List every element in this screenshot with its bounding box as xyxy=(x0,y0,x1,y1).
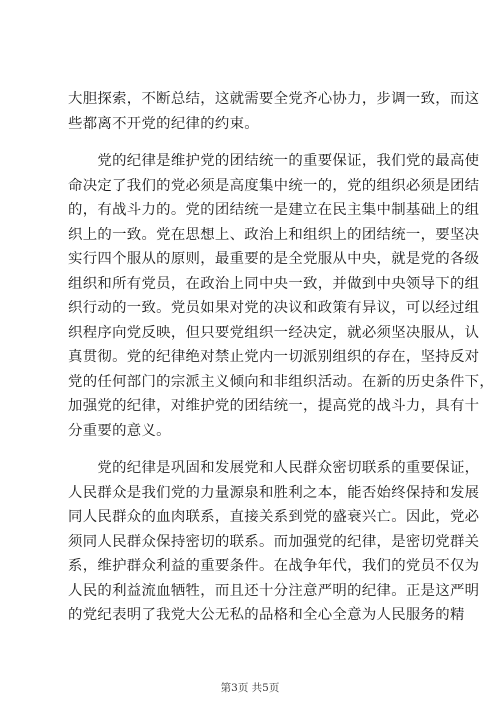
text-line: 须同人民群众保持密切的联系。而加强党的纪律，是密切党群关 xyxy=(68,533,480,550)
page-number-footer: 第3页 共5页 xyxy=(220,682,280,694)
text-line: 同人民群众的血肉联系，直接关系到党的盛衰兴亡。因此，党必 xyxy=(68,509,480,525)
text-line: 些都离不开党的纪律的约束。 xyxy=(68,115,259,132)
document-body xyxy=(68,87,495,641)
paragraph-1 xyxy=(68,87,480,136)
text-line: 党的纪律是维护党的团结统一的重要保证，我们党的最高使 xyxy=(68,153,480,169)
text-line: 党的任何部门的宗派主义倾向和非组织活动。在新的历史条件下， xyxy=(68,373,495,390)
text-line: 实行四个服从的原则，最重要的是全党服从中央，就是党的各级 xyxy=(68,251,480,267)
text-line: 织程序向党反映，但只要党组织一经决定，就必须坚决服从，认 xyxy=(68,324,480,341)
text-line: 人民群众是我们党的力量源泉和胜利之本，能否始终保持和发展 xyxy=(68,484,480,501)
text-line: 的党纪表明了我党大公无私的品格和全心全意为人民服务的精 xyxy=(68,607,465,623)
text-line: 人民的利益流血牺牲，而且还十分注意严明的纪律。正是这严明 xyxy=(68,582,480,599)
paragraph-3 xyxy=(68,456,480,628)
text-line: 织上的一致。党在思想上、政治上和组织上的团结统一，要坚决 xyxy=(68,226,480,243)
text-line: 真贯彻。党的纪律绝对禁止党内一切派别组织的存在，坚持反对 xyxy=(68,349,480,365)
text-line: 加强党的纪律，对维护党的团结统一，提高党的战斗力，具有十 xyxy=(68,398,480,414)
text-line: 系，维护群众利益的重要条件。在战争年代，我们的党员不仅为 xyxy=(68,558,480,574)
text-line: 命决定了我们的党必须是高度集中统一的，党的组织必须是团结 xyxy=(68,177,480,194)
text-line: 大胆探索，不断总结，这就需要全党齐心协力，步调一致，而这 xyxy=(68,91,480,107)
text-line: 分重要的意义。 xyxy=(68,422,171,439)
text-line: 党的纪律是巩固和发展党和人民群众密切联系的重要保证， xyxy=(68,460,480,476)
text-line: 组织和所有党员，在政治上同中央一致，并做到中央领导下的组 xyxy=(68,275,480,292)
text-line: 织行动的一致。党员如果对党的决议和政策有异议，可以经过组 xyxy=(68,300,480,316)
paragraph-2 xyxy=(68,149,495,443)
text-line: 的，有战斗力的。党的团结统一是建立在民主集中制基础上的组 xyxy=(68,202,480,218)
